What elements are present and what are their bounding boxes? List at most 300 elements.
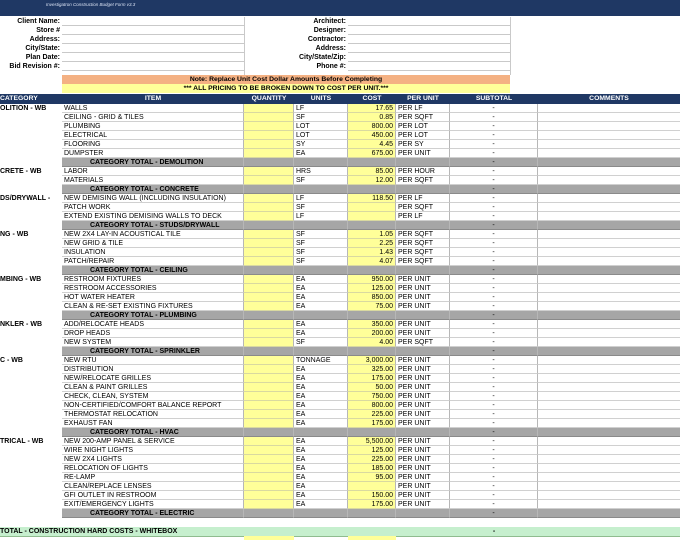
quantity-input[interactable] bbox=[244, 410, 294, 419]
comments-cell[interactable] bbox=[538, 149, 680, 158]
per-unit-cell[interactable]: PER UNIT bbox=[396, 455, 450, 464]
item-cell[interactable]: GFI OUTLET IN RESTROOM bbox=[62, 491, 244, 500]
units-cell[interactable]: EA bbox=[294, 329, 348, 338]
item-cell[interactable]: THERMOSTAT RELOCATION bbox=[62, 410, 244, 419]
cost-input[interactable]: 450.00 bbox=[348, 131, 396, 140]
per-unit-cell[interactable]: PER LOT bbox=[396, 122, 450, 131]
per-unit-cell[interactable]: PER UNIT bbox=[396, 275, 450, 284]
item-cell[interactable]: ADD/RELOCATE HEADS bbox=[62, 320, 244, 329]
units-cell[interactable]: SY bbox=[294, 140, 348, 149]
comments-cell[interactable] bbox=[538, 437, 680, 446]
units-cell[interactable]: EA bbox=[294, 302, 348, 311]
comments-cell[interactable] bbox=[538, 248, 680, 257]
table-row bbox=[0, 482, 680, 491]
cost-input[interactable]: 4.00 bbox=[348, 338, 396, 347]
comments-cell[interactable] bbox=[538, 491, 680, 500]
subtotal-cell: - bbox=[450, 230, 538, 239]
table-row bbox=[0, 446, 680, 455]
cost-input[interactable]: 3,000.00 bbox=[348, 356, 396, 365]
item-cell[interactable]: NEW 200-AMP PANEL & SERVICE bbox=[62, 437, 244, 446]
subtotal-cell: - bbox=[450, 482, 538, 491]
table-row bbox=[0, 455, 680, 464]
subtotal-cell: - bbox=[450, 401, 538, 410]
col-header-subtotal: SUBTOTAL bbox=[475, 95, 513, 102]
units-cell[interactable]: LOT bbox=[294, 131, 348, 140]
item-cell[interactable]: PATCH WORK bbox=[62, 203, 244, 212]
item-cell[interactable]: DISTRIBUTION bbox=[62, 365, 244, 374]
item-cell[interactable]: CLEAN & RE-SET EXISTING FIXTURES bbox=[62, 302, 244, 311]
quantity-input[interactable] bbox=[244, 149, 294, 158]
comments-cell[interactable] bbox=[538, 122, 680, 131]
item-cell[interactable]: CEILING - GRID & TILES bbox=[62, 113, 244, 122]
table-row bbox=[0, 257, 680, 266]
per-unit-cell[interactable]: PER UNIT bbox=[396, 365, 450, 374]
col-header-quantity: QUANTITY bbox=[251, 95, 287, 102]
units-cell[interactable]: EA bbox=[294, 392, 348, 401]
quantity-input[interactable] bbox=[244, 446, 294, 455]
subtotal-cell: - bbox=[450, 248, 538, 257]
quantity-input[interactable] bbox=[244, 473, 294, 482]
cost-input[interactable]: 50.00 bbox=[348, 383, 396, 392]
units-cell[interactable]: SF bbox=[294, 239, 348, 248]
quantity-input[interactable] bbox=[244, 338, 294, 347]
per-unit-cell[interactable]: PER LF bbox=[396, 104, 450, 113]
per-unit-cell[interactable]: PER SQFT bbox=[396, 113, 450, 122]
quantity-input[interactable] bbox=[244, 392, 294, 401]
per-unit-cell[interactable]: PER UNIT bbox=[396, 401, 450, 410]
per-unit-cell[interactable]: PER SQFT bbox=[396, 338, 450, 347]
cost-input[interactable]: 225.00 bbox=[348, 410, 396, 419]
item-cell[interactable]: NEW RTU bbox=[62, 356, 244, 365]
units-cell[interactable]: EA bbox=[294, 482, 348, 491]
per-unit-cell[interactable]: PER SQFT bbox=[396, 257, 450, 266]
cost-input[interactable]: 675.00 bbox=[348, 149, 396, 158]
header-input[interactable] bbox=[348, 53, 510, 62]
header-label: Phone #: bbox=[316, 63, 346, 70]
quantity-input[interactable] bbox=[244, 257, 294, 266]
header-input[interactable] bbox=[62, 17, 244, 26]
comments-cell[interactable] bbox=[538, 131, 680, 140]
quantity-input[interactable] bbox=[244, 383, 294, 392]
per-unit-cell[interactable]: PER HOUR bbox=[396, 167, 450, 176]
comments-cell[interactable] bbox=[538, 401, 680, 410]
category-subtotal: - bbox=[450, 158, 538, 167]
category-total-label: CATEGORY TOTAL - SPRINKLER bbox=[90, 348, 200, 355]
cost-input[interactable]: 17.65 bbox=[348, 104, 396, 113]
comments-cell[interactable] bbox=[538, 383, 680, 392]
cost-input[interactable]: 125.00 bbox=[348, 446, 396, 455]
cost-input[interactable]: 75.00 bbox=[348, 302, 396, 311]
header-input[interactable] bbox=[348, 17, 510, 26]
cost-input[interactable]: 325.00 bbox=[348, 365, 396, 374]
item-cell[interactable]: RESTROOM ACCESSORIES bbox=[62, 284, 244, 293]
comments-cell[interactable] bbox=[538, 419, 680, 428]
units-cell[interactable]: EA bbox=[294, 473, 348, 482]
comments-cell[interactable] bbox=[538, 284, 680, 293]
comments-cell[interactable] bbox=[538, 455, 680, 464]
cost-input[interactable] bbox=[348, 203, 396, 212]
cost-input[interactable]: 350.00 bbox=[348, 320, 396, 329]
category-subtotal: - bbox=[450, 221, 538, 230]
header-input[interactable] bbox=[348, 26, 510, 35]
per-unit-cell[interactable]: PER UNIT bbox=[396, 419, 450, 428]
per-unit-cell[interactable]: PER UNIT bbox=[396, 302, 450, 311]
units-cell[interactable]: SF bbox=[294, 176, 348, 185]
item-cell[interactable]: MATERIALS bbox=[62, 176, 244, 185]
per-unit-cell[interactable]: PER UNIT bbox=[396, 320, 450, 329]
table-row bbox=[0, 131, 680, 140]
cost-input[interactable]: 85.00 bbox=[348, 167, 396, 176]
comments-cell[interactable] bbox=[538, 446, 680, 455]
item-cell[interactable]: WALLS bbox=[62, 104, 244, 113]
item-cell[interactable]: ELECTRICAL bbox=[62, 131, 244, 140]
per-unit-cell[interactable]: PER SQFT bbox=[396, 239, 450, 248]
units-cell[interactable]: EA bbox=[294, 419, 348, 428]
quantity-input[interactable] bbox=[244, 374, 294, 383]
units-cell[interactable]: EA bbox=[294, 401, 348, 410]
quantity-input[interactable] bbox=[244, 230, 294, 239]
item-cell[interactable]: FLOORING bbox=[62, 140, 244, 149]
table-row bbox=[0, 212, 680, 221]
category-cell bbox=[0, 284, 62, 293]
units-cell[interactable]: EA bbox=[294, 383, 348, 392]
table-row bbox=[0, 320, 680, 329]
category-cell bbox=[0, 455, 62, 464]
item-cell[interactable]: DUMPSTER bbox=[62, 149, 244, 158]
quantity-input[interactable] bbox=[244, 194, 294, 203]
header-input[interactable] bbox=[62, 26, 244, 35]
per-unit-cell[interactable]: PER SQFT bbox=[396, 248, 450, 257]
item-cell[interactable]: NEW 2X4 LAY-IN ACOUSTICAL TILE bbox=[62, 230, 244, 239]
units-cell[interactable]: TONNAGE bbox=[294, 356, 348, 365]
units-cell[interactable]: EA bbox=[294, 464, 348, 473]
header-label: Plan Date: bbox=[25, 54, 60, 61]
table-row bbox=[0, 383, 680, 392]
comments-cell[interactable] bbox=[538, 392, 680, 401]
comments-cell[interactable] bbox=[538, 356, 680, 365]
header-input[interactable] bbox=[62, 35, 244, 44]
table-row bbox=[0, 491, 680, 500]
quantity-input[interactable] bbox=[244, 167, 294, 176]
quantity-input[interactable] bbox=[244, 275, 294, 284]
quantity-input[interactable] bbox=[244, 329, 294, 338]
item-cell[interactable]: RESTROOM FIXTURES bbox=[62, 275, 244, 284]
table-row bbox=[0, 392, 680, 401]
quantity-input[interactable] bbox=[244, 455, 294, 464]
cost-input[interactable]: 750.00 bbox=[348, 392, 396, 401]
per-unit-cell[interactable]: PER SQFT bbox=[396, 176, 450, 185]
comments-cell[interactable] bbox=[538, 293, 680, 302]
quantity-input[interactable] bbox=[244, 302, 294, 311]
comments-cell[interactable] bbox=[538, 212, 680, 221]
quantity-input[interactable] bbox=[244, 437, 294, 446]
cost-input[interactable]: 200.00 bbox=[348, 329, 396, 338]
units-cell[interactable]: SF bbox=[294, 203, 348, 212]
quantity-input[interactable] bbox=[244, 140, 294, 149]
header-info-row bbox=[0, 17, 680, 26]
cost-input[interactable]: 12.00 bbox=[348, 176, 396, 185]
category-total-row bbox=[0, 185, 680, 194]
units-cell[interactable]: EA bbox=[294, 446, 348, 455]
cost-input[interactable]: 185.00 bbox=[348, 464, 396, 473]
units-cell[interactable]: SF bbox=[294, 257, 348, 266]
quantity-input[interactable] bbox=[244, 104, 294, 113]
category-total-row bbox=[0, 347, 680, 356]
item-cell[interactable]: INSULATION bbox=[62, 248, 244, 257]
cost-input[interactable]: 800.00 bbox=[348, 401, 396, 410]
header-input[interactable] bbox=[348, 35, 510, 44]
category-cell: OLITION - WB bbox=[0, 105, 47, 112]
units-cell[interactable]: EA bbox=[294, 374, 348, 383]
table-row bbox=[0, 365, 680, 374]
per-unit-cell[interactable]: PER UNIT bbox=[396, 473, 450, 482]
cost-input[interactable] bbox=[348, 482, 396, 491]
item-cell[interactable]: PLUMBING bbox=[62, 122, 244, 131]
per-unit-cell[interactable]: PER SQFT bbox=[396, 203, 450, 212]
per-unit-cell[interactable]: PER UNIT bbox=[396, 464, 450, 473]
item-cell[interactable]: NEW DEMISING WALL (INCLUDING INSULATION) bbox=[62, 194, 244, 203]
table-row bbox=[0, 239, 680, 248]
header-input[interactable] bbox=[62, 44, 244, 53]
item-cell[interactable]: NEW/RELOCATE GRILLES bbox=[62, 374, 244, 383]
cost-input[interactable]: 5,500.00 bbox=[348, 437, 396, 446]
units-cell[interactable]: EA bbox=[294, 365, 348, 374]
per-unit-cell[interactable]: PER LF bbox=[396, 194, 450, 203]
col-header-units: UNITS bbox=[310, 95, 332, 102]
header-input[interactable] bbox=[62, 53, 244, 62]
subtotal-cell: - bbox=[450, 365, 538, 374]
units-cell[interactable]: EA bbox=[294, 455, 348, 464]
comments-cell[interactable] bbox=[538, 302, 680, 311]
per-unit-cell[interactable]: PER UNIT bbox=[396, 293, 450, 302]
subtotal-cell: - bbox=[450, 104, 538, 113]
banner-subtitle: Investigatron Construction Budget Form v3.3 bbox=[46, 2, 136, 7]
quantity-input[interactable] bbox=[244, 320, 294, 329]
comments-cell[interactable] bbox=[538, 104, 680, 113]
subtotal-cell: - bbox=[450, 392, 538, 401]
units-cell[interactable]: LF bbox=[294, 104, 348, 113]
quantity-input[interactable] bbox=[244, 491, 294, 500]
quantity-input[interactable] bbox=[244, 356, 294, 365]
table-row bbox=[0, 302, 680, 311]
cost-input[interactable]: 125.00 bbox=[348, 284, 396, 293]
comments-cell[interactable] bbox=[538, 113, 680, 122]
grand-total-subtotal: - bbox=[492, 528, 496, 535]
per-unit-cell[interactable]: PER UNIT bbox=[396, 329, 450, 338]
subtotal-cell: - bbox=[450, 131, 538, 140]
units-cell[interactable]: EA bbox=[294, 437, 348, 446]
item-cell[interactable]: EXHAUST FAN bbox=[62, 419, 244, 428]
units-cell[interactable]: EA bbox=[294, 410, 348, 419]
category-total-row bbox=[0, 311, 680, 320]
cost-input[interactable]: 0.85 bbox=[348, 113, 396, 122]
header-info-row bbox=[0, 26, 680, 35]
category-total-row bbox=[0, 428, 680, 437]
per-unit-cell[interactable]: PER UNIT bbox=[396, 383, 450, 392]
comments-cell[interactable] bbox=[538, 482, 680, 491]
per-unit-cell[interactable]: PER UNIT bbox=[396, 446, 450, 455]
item-cell[interactable]: NEW GRID & TILE bbox=[62, 239, 244, 248]
table-row bbox=[0, 203, 680, 212]
comments-cell[interactable] bbox=[538, 329, 680, 338]
category-cell bbox=[0, 329, 62, 338]
subtotal-cell: - bbox=[450, 437, 538, 446]
col-header-item: ITEM bbox=[144, 95, 162, 102]
category-cell: C - WB bbox=[0, 357, 23, 364]
cost-input[interactable]: 800.00 bbox=[348, 122, 396, 131]
cost-input[interactable]: 1.05 bbox=[348, 230, 396, 239]
header-input[interactable] bbox=[348, 44, 510, 53]
cost-input[interactable]: 225.00 bbox=[348, 455, 396, 464]
comments-cell[interactable] bbox=[538, 275, 680, 284]
units-cell[interactable]: LF bbox=[294, 194, 348, 203]
comments-cell[interactable] bbox=[538, 257, 680, 266]
comments-cell[interactable] bbox=[538, 473, 680, 482]
quantity-input[interactable] bbox=[244, 293, 294, 302]
comments-cell[interactable] bbox=[538, 464, 680, 473]
quantity-input[interactable] bbox=[244, 176, 294, 185]
item-cell[interactable]: RE-LAMP bbox=[62, 473, 244, 482]
quantity-input[interactable] bbox=[244, 419, 294, 428]
cost-input[interactable]: 2.25 bbox=[348, 239, 396, 248]
quantity-input[interactable] bbox=[244, 482, 294, 491]
per-unit-cell[interactable]: PER UNIT bbox=[396, 392, 450, 401]
category-total-label: CATEGORY TOTAL - CONCRETE bbox=[90, 186, 199, 193]
cost-input[interactable]: 4.07 bbox=[348, 257, 396, 266]
units-cell[interactable]: SF bbox=[294, 113, 348, 122]
comments-cell[interactable] bbox=[538, 365, 680, 374]
comments-cell[interactable] bbox=[538, 320, 680, 329]
comments-cell[interactable] bbox=[538, 167, 680, 176]
category-cell bbox=[0, 176, 62, 185]
item-cell[interactable]: NEW SYSTEM bbox=[62, 338, 244, 347]
subtotal-cell: - bbox=[450, 491, 538, 500]
subtotal-cell: - bbox=[450, 374, 538, 383]
comments-cell[interactable] bbox=[538, 203, 680, 212]
comments-cell[interactable] bbox=[538, 140, 680, 149]
header-input[interactable] bbox=[348, 62, 510, 71]
quantity-input[interactable] bbox=[244, 239, 294, 248]
item-cell[interactable]: CHECK, CLEAN, SYSTEM bbox=[62, 392, 244, 401]
quantity-input[interactable] bbox=[244, 113, 294, 122]
item-cell[interactable]: NEW 2X4 LIGHTS bbox=[62, 455, 244, 464]
subtotal-cell: - bbox=[450, 293, 538, 302]
quantity-input[interactable] bbox=[244, 248, 294, 257]
per-unit-cell[interactable]: PER UNIT bbox=[396, 482, 450, 491]
quantity-input[interactable] bbox=[244, 122, 294, 131]
units-cell[interactable]: EA bbox=[294, 293, 348, 302]
cost-input[interactable]: 1.43 bbox=[348, 248, 396, 257]
per-unit-cell[interactable]: PER UNIT bbox=[396, 500, 450, 509]
cost-input[interactable]: 175.00 bbox=[348, 374, 396, 383]
category-cell bbox=[0, 500, 62, 509]
item-cell[interactable]: EXIT/EMERGENCY LIGHTS bbox=[62, 500, 244, 509]
comments-cell[interactable] bbox=[538, 239, 680, 248]
units-cell[interactable]: LF bbox=[294, 212, 348, 221]
cost-input[interactable]: 175.00 bbox=[348, 419, 396, 428]
category-subtotal: - bbox=[450, 347, 538, 356]
subtotal-cell: - bbox=[450, 500, 538, 509]
item-cell[interactable]: NON-CERTIFIED/COMFORT BALANCE REPORT bbox=[62, 401, 244, 410]
cost-input[interactable]: 95.00 bbox=[348, 473, 396, 482]
units-cell[interactable]: SF bbox=[294, 338, 348, 347]
subtotal-cell: - bbox=[450, 284, 538, 293]
quantity-input[interactable] bbox=[244, 365, 294, 374]
quantity-input[interactable] bbox=[244, 401, 294, 410]
item-cell[interactable]: HOT WATER HEATER bbox=[62, 293, 244, 302]
units-cell[interactable]: EA bbox=[294, 320, 348, 329]
quantity-input[interactable] bbox=[244, 464, 294, 473]
category-total-row bbox=[0, 266, 680, 275]
item-cell[interactable]: PATCH/REPAIR bbox=[62, 257, 244, 266]
quantity-input[interactable] bbox=[244, 212, 294, 221]
cost-input[interactable]: 950.00 bbox=[348, 275, 396, 284]
per-unit-cell[interactable]: PER LF bbox=[396, 212, 450, 221]
per-unit-cell[interactable]: PER UNIT bbox=[396, 284, 450, 293]
column-header-row bbox=[0, 94, 680, 104]
per-unit-cell[interactable]: PER SQFT bbox=[396, 230, 450, 239]
comments-cell[interactable] bbox=[538, 194, 680, 203]
cost-input[interactable]: 150.00 bbox=[348, 491, 396, 500]
units-cell[interactable]: EA bbox=[294, 275, 348, 284]
units-cell[interactable]: LOT bbox=[294, 122, 348, 131]
comments-cell[interactable] bbox=[538, 338, 680, 347]
category-cell bbox=[0, 122, 62, 131]
units-cell[interactable]: EA bbox=[294, 149, 348, 158]
comments-cell[interactable] bbox=[538, 230, 680, 239]
per-unit-cell[interactable]: PER UNIT bbox=[396, 374, 450, 383]
item-cell[interactable]: DROP HEADS bbox=[62, 329, 244, 338]
cost-input[interactable]: 850.00 bbox=[348, 293, 396, 302]
per-unit-cell[interactable]: PER SY bbox=[396, 140, 450, 149]
quantity-input[interactable] bbox=[244, 203, 294, 212]
per-unit-cell[interactable]: PER UNIT bbox=[396, 356, 450, 365]
units-cell[interactable]: EA bbox=[294, 491, 348, 500]
quantity-input[interactable] bbox=[244, 284, 294, 293]
units-cell[interactable]: EA bbox=[294, 500, 348, 509]
table-row bbox=[0, 230, 680, 239]
per-unit-cell[interactable]: PER UNIT bbox=[396, 437, 450, 446]
cost-input[interactable] bbox=[348, 212, 396, 221]
cost-input[interactable]: 175.00 bbox=[348, 500, 396, 509]
quantity-input[interactable] bbox=[244, 500, 294, 509]
cost-input[interactable]: 4.45 bbox=[348, 140, 396, 149]
comments-cell[interactable] bbox=[538, 176, 680, 185]
item-cell[interactable]: EXTEND EXISTING DEMISING WALLS TO DECK bbox=[62, 212, 244, 221]
units-cell[interactable]: SF bbox=[294, 230, 348, 239]
item-cell[interactable]: RELOCATION OF LIGHTS bbox=[62, 464, 244, 473]
per-unit-cell[interactable]: PER LOT bbox=[396, 131, 450, 140]
comments-cell[interactable] bbox=[538, 500, 680, 509]
cost-input[interactable]: 118.50 bbox=[348, 194, 396, 203]
quantity-input[interactable] bbox=[244, 131, 294, 140]
comments-cell[interactable] bbox=[538, 410, 680, 419]
header-label: Store # bbox=[36, 27, 60, 34]
per-unit-cell[interactable]: PER UNIT bbox=[396, 491, 450, 500]
item-cell[interactable]: LABOR bbox=[62, 167, 244, 176]
category-cell: NKLER - WB bbox=[0, 321, 42, 328]
item-cell[interactable]: WIRE NIGHT LIGHTS bbox=[62, 446, 244, 455]
units-cell[interactable]: EA bbox=[294, 284, 348, 293]
units-cell[interactable]: HRS bbox=[294, 167, 348, 176]
item-cell[interactable]: CLEAN/REPLACE LENSES bbox=[62, 482, 244, 491]
comments-cell[interactable] bbox=[538, 374, 680, 383]
units-cell[interactable]: SF bbox=[294, 248, 348, 257]
item-cell[interactable]: CLEAN & PAINT GRILLES bbox=[62, 383, 244, 392]
per-unit-cell[interactable]: PER UNIT bbox=[396, 410, 450, 419]
header-input[interactable] bbox=[62, 62, 244, 71]
per-unit-cell[interactable]: PER UNIT bbox=[396, 149, 450, 158]
